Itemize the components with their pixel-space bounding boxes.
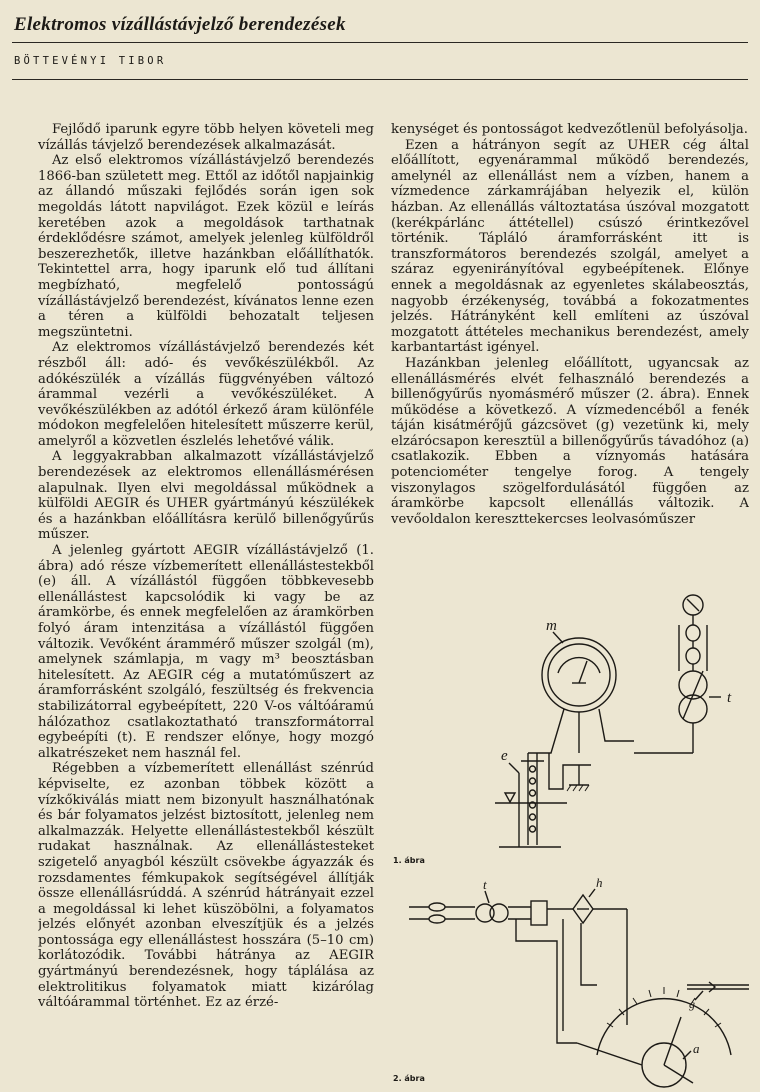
header-rule (12, 79, 748, 80)
left-column (38, 122, 374, 1087)
top-rule (12, 42, 748, 43)
meter-m-outer (542, 638, 616, 712)
figure-1-caption: 1. ábra (393, 856, 425, 865)
wire (599, 709, 634, 741)
label-e: e (501, 748, 508, 764)
water-level-marker (505, 793, 515, 802)
paragraph: Fejlődő iparunk egyre több helyen követeli meg vízállás távjelző berendezések alkalmazását. (38, 122, 374, 153)
paragraph: kenységet és pontosságot kedvezőtlenül befolyásolja. (391, 122, 748, 137)
ground-hatching (567, 785, 589, 791)
figures-area (391, 585, 756, 1090)
gauge-arm (664, 1065, 693, 1083)
meter-needle (579, 661, 587, 683)
plug-pin (429, 915, 445, 923)
right-column (391, 122, 749, 572)
author-name: BÖTTEVÉNYI TIBOR (14, 55, 167, 67)
scale-arc (597, 999, 731, 1055)
meter-scale (558, 658, 600, 673)
paragraph: Az első elektromos vízállástávjelző berendezés 1866-ban született meg. Ettől az időtől napjainkig az állandó műszaki fejlődés során igen sok megoldás látott napvilágot. Ezek közül e leírás keretében azok a megoldások tarthatnak érdeklődésre számot, amelyek jelenleg külföldről beszerezhetők, illetve hazánkban előállíthatók. Tekintettel arra, hogy iparunk elő tud állítani megbízható, megfelelő pontosságú vízállástávjelző berendezést, kívánatos lenne ezen a téren a külföldi behozatalt teljesen megszüntetni. (38, 153, 374, 340)
label-t: t (727, 690, 732, 706)
leader-e (509, 763, 519, 773)
leader-g (695, 991, 703, 1000)
paragraph: A leggyakrabban alkalmazott vízállástávjelző berendezések az elektromos ellenállásmérésen alapulnak. Ilyen elvi megoldással működnek a külföldi AEGIR és UHER gyártmányú készülékek és a hazánkban előállításra kerülő billenőgyűrűs műszer. (38, 449, 374, 543)
wire (549, 753, 591, 789)
paragraph: Ezen a hátrányon segít az UHER cég által előállított, egyenárammal működő berendezés, amelynél az ellenállást nem a vízben, hanem a vízmedence zárkamrájában helyezik el, külön házban. Az ellenállás változtatása úszóval mozgatott (kerékpárlánc áttétellel) csúszó érintkezővel történik. Tápláló áramforrásként itt is transzformátoros berendezés szolgál, amelyet a száraz egyenirányítóval egybeépítenek. Előnye ennek a megoldásnak az egyenletes skálabeosztás, nagyobb érzékenység, továbbá a fokozatmentes jelzés. Hátrányként kell említeni az úszóval mozgatott áttételes mechanikus berendezést, amely karbantartást igényel. (391, 137, 749, 356)
label-t2: t (483, 877, 487, 892)
label-h: h (596, 875, 603, 890)
figure-2-caption: 2. ábra (393, 1074, 425, 1083)
meter-m-inner (548, 644, 610, 706)
rectifier (531, 901, 547, 925)
wire (581, 923, 597, 985)
label-g: g (689, 997, 695, 1011)
transformer-2a (476, 904, 494, 922)
lamp-cross (687, 599, 699, 611)
leader-m (553, 632, 563, 643)
paragraph: Az elektromos vízállástávjelző berendezés két részből áll: adó- és vevőkészülékből. Az adókészülék a vízállás függvényében változó árammal vezérli a vevőkészüléket. A vevőkészülékben az adótól érkező áram különféle módokon megfelelően hitelesített műszerre kerül, amelyről a közvetlen észlelés lehetővé válik. (38, 340, 374, 449)
wire (577, 1043, 642, 1065)
figure-1-diagram (393, 595, 732, 865)
paragraph: Hazánkban jelenleg előállított, ugyancsak az ellenállásmérés elvét felhasználó berendezés a billenőgyűrűs nyomásmérő műszer (2. ábra). Ennek működése a következő. A vízmedencéből a fenék táján kisátmérőjű gázcsövet (g) vezetünk ki, mely elzárócsapon keresztül a billenőgyűrűs távadóhoz (a) csatlakozik. Ebben a víznyomás hatására potenciométer tengelye forog. A tengely viszonylagos szögelfordulásától függően az áramkörbe kapcsolt ellenállás változik. A vevőoldalon kereszttekercses leolvasóműszer (391, 355, 749, 527)
figure-2-diagram (393, 875, 749, 1087)
transformer-2b (490, 904, 508, 922)
leader-t2 (485, 891, 489, 903)
article-title: Elektromos vízállástávjelző berendezések (14, 14, 346, 35)
gauge-pointer (664, 1017, 681, 1065)
label-m: m (546, 618, 557, 634)
resistance-elements (530, 766, 536, 832)
scale-ticks (607, 987, 721, 1027)
valve (709, 982, 715, 992)
paragraph: Régebben a vízbemerített ellenállást szénrúd képviselte, ez azonban többek között a vízkőkiválás miatt nem bizonyult használhatónak és bár folyamatos jelzést biztosított, jelenleg nem alkalmazzák. Helyette ellenállástestekből készült rudakat használnak. Az ellenállástesteket szigetelő anyagból készült csövekbe ágyazzák és rozsdamentes fémkupakok segítségével állítják össze ellenállásrúddá. A szénrúd hátrányait ezzel a megoldással ki lehet küszöbölni, a folyamatos jelzés előnyét azonban elveszítjük és a jelzés pontossága egy ellenállástest hosszára (5–10 cm) korlátozódik. További hátránya az AEGIR gyártmányú berendezésnek, hogy táplálása az elektrolitikus folyamatok miatt kizárólag váltóárammal történhet. Ez az érzé- (38, 761, 374, 1011)
wire (528, 709, 564, 753)
plug-pin (429, 903, 445, 911)
leader-h (589, 889, 595, 897)
fuse-1 (686, 625, 700, 641)
transformer-arrow (683, 671, 703, 719)
circuit-diagrams (391, 585, 756, 1090)
fuse-2 (686, 648, 700, 664)
label-a: a (693, 1041, 700, 1056)
wire (516, 919, 577, 1043)
paragraph: A jelenleg gyártott AEGIR vízállástávjelző (1. ábra) adó része vízbemerített ellenállástestekből (e) áll. A vízállástól függően többkevesebb ellenállástest kapcsolódik ki vagy be az áramkörbe, és ennek megfelelően az áramkörben folyó áram intenzitása a vízállástól függően változik. Vevőként árammérő műszer szolgál (m), amelynek számlapja, m vagy m³ beosztásban hitelesített. Az AEGIR cég a mutatóműszert az áramforrásként szolgáló, feszültség és frekvencia stabilizátorral egybeépített, 220 V-os váltóáramú hálózathoz csatlakoztatható transzformátorral egybeépíti (t). E rendszer előnye, hogy mozgó alkatrészeket nem használ fel. (38, 543, 374, 761)
